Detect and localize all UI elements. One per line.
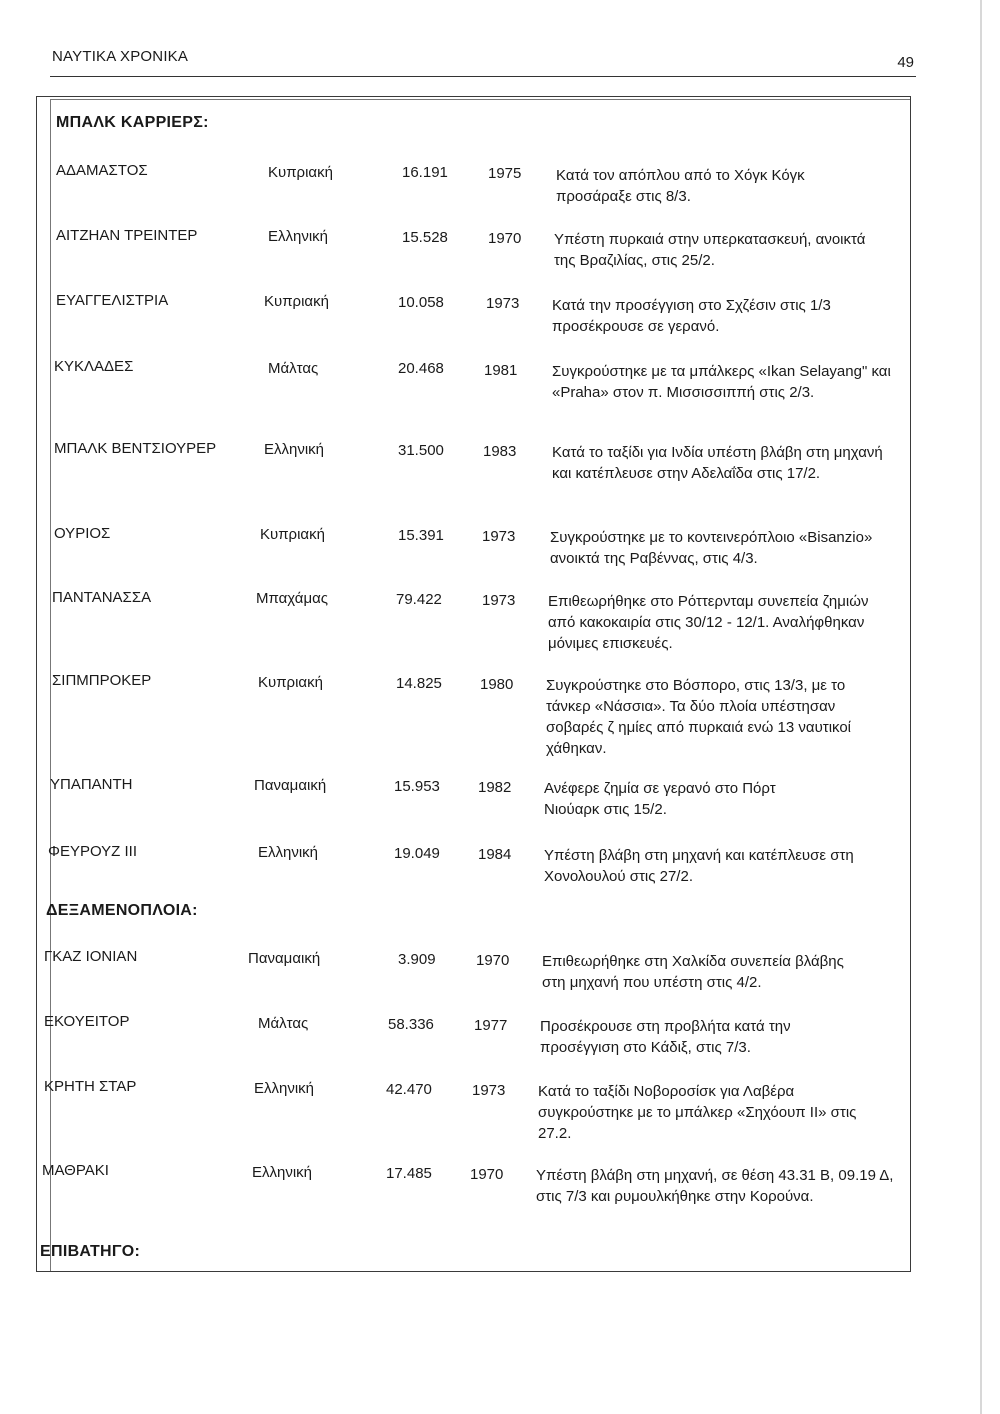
ship-remark: Κατά τον απόπλου από το Χόγκ Κόγκ προσάραξε στις 8/3. [556, 167, 805, 205]
ship-name: ΦΕΥΡΟΥΖ III [48, 843, 138, 860]
ship-year: 1981 [484, 362, 518, 379]
ship-remark: Κατά την προσέγγιση στο Σχζέσιν στις 1/3 προσέκρουσε σε γερανό. [552, 297, 831, 335]
ship-name: ΟΥΡΙΟΣ [54, 525, 111, 542]
ship-tonnage: 15.528 [402, 229, 448, 246]
ship-year: 1970 [470, 1166, 504, 1183]
ship-name: ΓΚΑΖ ΙΟΝΙΑΝ [44, 948, 138, 965]
ship-year: 1973 [472, 1082, 506, 1099]
ship-remark: Συγκρούστηκε με τα μπάλκερς «Ikan Selayang" και «Praha» στον π. Μισσισσιππή στις 2/3. [552, 363, 891, 401]
page-number: 49 [897, 54, 914, 71]
ship-remark: Υπέστη πυρκαιά στην υπερκατασκευή, ανοικτά της Βραζιλίας, στις 25/2. [554, 231, 866, 269]
ship-tonnage: 16.191 [402, 164, 448, 181]
ship-year: 1970 [476, 952, 510, 969]
ship-tonnage: 20.468 [398, 360, 444, 377]
ship-name: ΚΥΚΛΑΔΕΣ [54, 358, 134, 375]
ship-tonnage: 3.909 [398, 951, 436, 968]
ship-year: 1982 [478, 779, 512, 796]
ship-tonnage: 79.422 [396, 591, 442, 608]
ship-name: ΠΑΝΤΑΝΑΣΣΑ [52, 589, 152, 606]
ship-year: 1984 [478, 846, 512, 863]
ship-name: ΣΙΠΜΠΡΟΚΕΡ [52, 672, 152, 689]
ship-remark: Επιθεωρήθηκε στο Ρόττερνταμ συνεπεία ζημιών από κακοκαιρία στις 30/12 - 12/1. Αναλήφθηκαν μόνιμες επισκευές. [548, 593, 869, 652]
ship-tonnage: 15.953 [394, 778, 440, 795]
ship-remark: Επιθεωρήθηκε στη Χαλκίδα συνεπεία βλάβης στη μηχανή που υπέστη στις 4/2. [542, 953, 844, 991]
ship-year: 1983 [483, 443, 517, 460]
ship-flag: Ελληνική [268, 228, 329, 245]
ship-tonnage: 31.500 [398, 442, 444, 459]
ship-tonnage: 42.470 [386, 1081, 432, 1098]
ship-name: ΕΥΑΓΓΕΛΙΣΤΡΙΑ [56, 292, 169, 309]
ship-year: 1975 [488, 165, 522, 182]
ship-name: ΕΚΟΥΕΙΤΟΡ [44, 1013, 130, 1030]
running-title: ΝΑΥΤΙΚΑ ΧΡΟΝΙΚΑ [52, 48, 189, 65]
ship-name: ΥΠΑΠΑΝΤΗ [50, 776, 133, 793]
ship-flag: Μπαχάμας [256, 590, 328, 607]
ship-flag: Ελληνική [258, 844, 319, 861]
ship-flag: Μάλτας [268, 360, 319, 377]
ship-name: ΑΙΤΖΗΑΝ ΤΡΕΙΝΤΕΡ [56, 227, 198, 244]
section-heading-bulk-carriers: ΜΠΑΛΚ ΚΑΡΡΙΕΡΣ: [56, 114, 209, 131]
ship-tonnage: 10.058 [398, 294, 444, 311]
ship-tonnage: 14.825 [396, 675, 442, 692]
ship-tonnage: 15.391 [398, 527, 444, 544]
ship-flag: Μάλτας [258, 1015, 309, 1032]
ship-name: ΚΡΗΤΗ ΣΤΑΡ [44, 1078, 137, 1095]
ship-remark: Κατά το ταξίδι Νοβοροσίσκ για Λαβέρα συγκρούστηκε με το μπάλκερ «Σηχόουπ II» στις 27.2. [538, 1083, 857, 1142]
ship-remark: Συγκρούστηκε με το κοντεινερόπλοιο «Bisanzio» ανοικτά της Ραβέννας, στις 4/3. [550, 529, 873, 567]
ship-year: 1980 [480, 676, 514, 693]
ship-remark: Κατά το ταξίδι για Ινδία υπέστη βλάβη στη μηχανή και κατέπλευσε στην Αδελαΐδα στις 17/2. [552, 444, 883, 482]
ship-year: 1970 [488, 230, 522, 247]
ship-year: 1973 [482, 528, 516, 545]
ship-flag: Ελληνική [254, 1080, 315, 1097]
ship-remark: Συγκρούστηκε στο Βόσπορο, στις 13/3, με το τάνκερ «Νάσσια». Τα δύο πλοία υπέστησαν σοβαρές ζ ημίες από πυρκαιά ενώ 13 ναυτικοί χάθηκαν. [546, 677, 852, 757]
ship-remark: Υπέστη βλάβη στη μηχανή και κατέπλευσε στη Χονολουλού στις 27/2. [544, 847, 854, 885]
section-heading-tankers: ΔΕΞΑΜΕΝΟΠΛΟΙΑ: [46, 902, 198, 919]
ship-flag: Παναμαική [248, 950, 321, 967]
ship-year: 1973 [482, 592, 516, 609]
ship-flag: Κυπριακή [258, 674, 323, 691]
page-edge-shadow [980, 0, 982, 1414]
ship-name: ΜΠΑΛΚ ΒΕΝΤΣΙΟΥΡΕΡ [54, 440, 217, 457]
ship-flag: Ελληνική [264, 441, 325, 458]
ship-name: ΜΑΘΡΑΚΙ [42, 1162, 109, 1179]
ship-flag: Παναμαική [254, 777, 327, 794]
ship-flag: Κυπριακή [268, 164, 333, 181]
ship-remark: Ανέφερε ζημία σε γερανό στο Πόρτ Νιούαρκ στις 15/2. [544, 780, 776, 818]
ship-year: 1973 [486, 295, 520, 312]
ship-flag: Ελληνική [252, 1164, 313, 1181]
ship-tonnage: 17.485 [386, 1165, 432, 1182]
page-header [52, 48, 914, 76]
ship-flag: Κυπριακή [264, 293, 329, 310]
header-rule [50, 76, 916, 77]
ship-year: 1977 [474, 1017, 508, 1034]
ship-flag: Κυπριακή [260, 526, 325, 543]
ship-name: ΑΔΑΜΑΣΤΟΣ [56, 162, 148, 179]
ship-tonnage: 58.336 [388, 1016, 434, 1033]
ship-remark: Υπέστη βλάβη στη μηχανή, σε θέση 43.31 Β, 09.19 Δ, στις 7/3 και ρυμουλκήθηκε στην Κορούνα. [536, 1167, 894, 1205]
section-heading-passenger: ΕΠΙΒΑΤΗΓΟ: [40, 1243, 141, 1260]
ship-remark: Προσέκρουσε στη προβλήτα κατά την προσέγγιση στο Κάδιξ, στις 7/3. [540, 1018, 791, 1056]
ship-tonnage: 19.049 [394, 845, 440, 862]
